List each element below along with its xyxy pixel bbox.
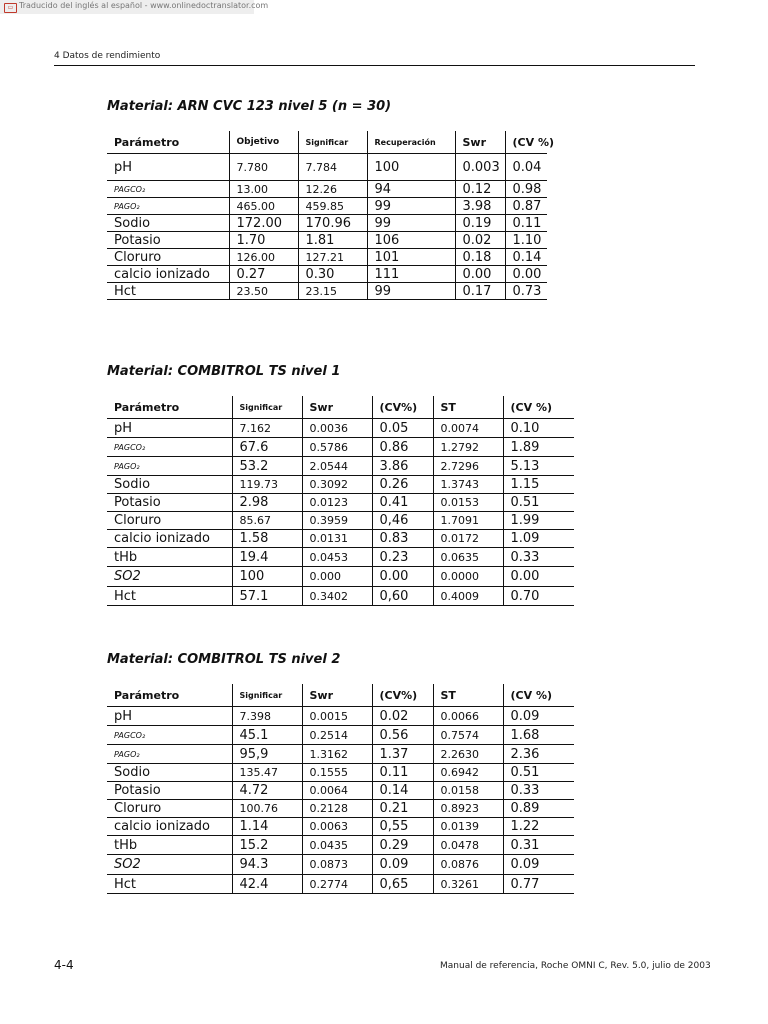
- table-row: [107, 154, 547, 181]
- value-cell: 0.18: [455, 249, 505, 266]
- table-row: [107, 249, 547, 266]
- value-cell: 170.96: [298, 215, 367, 232]
- value-cell: 0.0158: [433, 782, 503, 800]
- value-cell: 100: [232, 567, 302, 587]
- value-cell: 0.09: [372, 855, 433, 875]
- table-row: [107, 818, 574, 836]
- table-row: [107, 215, 547, 232]
- value-cell: 0.0131: [302, 530, 372, 548]
- table-row: [107, 232, 547, 249]
- translation-banner-text: Traducido del inglés al español - www.onlinedoctranslator.com: [19, 1, 269, 10]
- table-row: [107, 283, 547, 300]
- value-cell: 0.30: [298, 266, 367, 283]
- value-cell: 2.98: [232, 494, 302, 512]
- value-cell: 7.398: [232, 707, 302, 726]
- value-cell: 0.98: [505, 181, 547, 198]
- parameter-cell: pH: [107, 707, 232, 726]
- value-cell: 3.98: [455, 198, 505, 215]
- value-cell: 0.0063: [302, 818, 372, 836]
- table-row: [107, 587, 574, 606]
- table-row: [107, 800, 574, 818]
- value-cell: 94.3: [232, 855, 302, 875]
- value-cell: 0,55: [372, 818, 433, 836]
- value-cell: 0,46: [372, 512, 433, 530]
- value-cell: 100.76: [232, 800, 302, 818]
- value-cell: 0.23: [372, 548, 433, 567]
- value-cell: 0.1555: [302, 764, 372, 782]
- value-cell: 1.68: [503, 726, 574, 745]
- column-header: Significar: [232, 684, 302, 707]
- table-row: [107, 855, 574, 875]
- column-header: Parámetro: [107, 131, 229, 154]
- value-cell: 45.1: [232, 726, 302, 745]
- value-cell: 0.87: [505, 198, 547, 215]
- value-cell: 0.2514: [302, 726, 372, 745]
- value-cell: 2.0544: [302, 457, 372, 476]
- value-cell: 0.00: [503, 567, 574, 587]
- table-row: [107, 548, 574, 567]
- value-cell: 0.14: [505, 249, 547, 266]
- value-cell: 23.15: [298, 283, 367, 300]
- parameter-cell: SO2: [107, 855, 232, 875]
- parameter-cell: calcio ionizado: [107, 530, 232, 548]
- parameter-cell: Potasio: [107, 782, 232, 800]
- performance-table-1: [107, 131, 554, 300]
- value-cell: 0.26: [372, 476, 433, 494]
- value-cell: 0.17: [455, 283, 505, 300]
- value-cell: 0,65: [372, 875, 433, 894]
- column-header: (CV %): [503, 396, 574, 419]
- value-cell: 0.0064: [302, 782, 372, 800]
- translator-logo-icon: ▭: [4, 3, 17, 13]
- value-cell: 0.3092: [302, 476, 372, 494]
- value-cell: 99: [367, 215, 455, 232]
- value-cell: 0.89: [503, 800, 574, 818]
- parameter-cell: pH: [107, 419, 232, 438]
- value-cell: 111: [367, 266, 455, 283]
- value-cell: 126.00: [229, 249, 298, 266]
- value-cell: 67.6: [232, 438, 302, 457]
- value-cell: 95,9: [232, 745, 302, 764]
- value-cell: 0.29: [372, 836, 433, 855]
- parameter-cell: calcio ionizado: [107, 818, 232, 836]
- value-cell: 1.7091: [433, 512, 503, 530]
- page-number: 4-4: [54, 958, 74, 972]
- value-cell: 0.0015: [302, 707, 372, 726]
- value-cell: 2.36: [503, 745, 574, 764]
- parameter-cell: Hct: [107, 283, 229, 300]
- value-cell: 0.19: [455, 215, 505, 232]
- parameter-cell: tHb: [107, 836, 232, 855]
- value-cell: 0.00: [372, 567, 433, 587]
- column-header: (CV%): [372, 684, 433, 707]
- value-cell: 99: [367, 198, 455, 215]
- table-row: [107, 745, 574, 764]
- header-divider: [54, 65, 695, 66]
- value-cell: 15.2: [232, 836, 302, 855]
- column-header: ST: [433, 684, 503, 707]
- footer-reference: Manual de referencia, Roche OMNI C, Rev. 5.0, julio de 2003: [440, 961, 711, 971]
- value-cell: 135.47: [232, 764, 302, 782]
- column-header: Objetivo: [229, 131, 298, 154]
- parameter-cell: PAGO₂: [107, 745, 232, 764]
- value-cell: 0.3959: [302, 512, 372, 530]
- table-row: [107, 875, 574, 894]
- value-cell: 5.13: [503, 457, 574, 476]
- value-cell: 94: [367, 181, 455, 198]
- parameter-cell: calcio ionizado: [107, 266, 229, 283]
- value-cell: 1.2792: [433, 438, 503, 457]
- value-cell: 1.89: [503, 438, 574, 457]
- value-cell: 0.0074: [433, 419, 503, 438]
- value-cell: 0.02: [372, 707, 433, 726]
- column-header: (CV%): [372, 396, 433, 419]
- value-cell: 1.15: [503, 476, 574, 494]
- table-header-row: [107, 684, 574, 707]
- column-header: Recuperación: [367, 131, 455, 154]
- value-cell: 0.10: [503, 419, 574, 438]
- table-header-row: [107, 131, 547, 154]
- value-cell: 0.4009: [433, 587, 503, 606]
- parameter-cell: PAGCO₂: [107, 181, 229, 198]
- value-cell: 0.09: [503, 707, 574, 726]
- value-cell: 0.0478: [433, 836, 503, 855]
- table-row: [107, 782, 574, 800]
- value-cell: 0.0873: [302, 855, 372, 875]
- parameter-cell: SO2: [107, 567, 232, 587]
- column-header: Parámetro: [107, 396, 232, 419]
- value-cell: 0.2774: [302, 875, 372, 894]
- value-cell: 0.0453: [302, 548, 372, 567]
- value-cell: 0.86: [372, 438, 433, 457]
- table-row: [107, 836, 574, 855]
- value-cell: 172.00: [229, 215, 298, 232]
- value-cell: 0.000: [302, 567, 372, 587]
- translation-banner[interactable]: [0, 0, 269, 14]
- value-cell: 0.83: [372, 530, 433, 548]
- value-cell: 0.2128: [302, 800, 372, 818]
- value-cell: 0.00: [505, 266, 547, 283]
- value-cell: 1.3162: [302, 745, 372, 764]
- column-header: (CV %): [503, 684, 574, 707]
- table-header-row: [107, 396, 574, 419]
- value-cell: 0.11: [372, 764, 433, 782]
- value-cell: 0.0000: [433, 567, 503, 587]
- table-row: [107, 476, 574, 494]
- value-cell: 101: [367, 249, 455, 266]
- value-cell: 0.70: [503, 587, 574, 606]
- value-cell: 0.51: [503, 764, 574, 782]
- section-title-2: Material: COMBITROL TS nivel 1: [107, 364, 341, 379]
- value-cell: 0.0066: [433, 707, 503, 726]
- value-cell: 2.7296: [433, 457, 503, 476]
- parameter-cell: Cloruro: [107, 800, 232, 818]
- value-cell: 1.70: [229, 232, 298, 249]
- value-cell: 0.003: [455, 154, 505, 181]
- value-cell: 1.14: [232, 818, 302, 836]
- value-cell: 0.11: [505, 215, 547, 232]
- value-cell: 106: [367, 232, 455, 249]
- value-cell: 0.41: [372, 494, 433, 512]
- value-cell: 0.3261: [433, 875, 503, 894]
- parameter-cell: PAGO₂: [107, 457, 232, 476]
- value-cell: 459.85: [298, 198, 367, 215]
- parameter-cell: tHb: [107, 548, 232, 567]
- value-cell: 0.04: [505, 154, 547, 181]
- table-row: [107, 419, 574, 438]
- value-cell: 0.77: [503, 875, 574, 894]
- parameter-cell: Sodio: [107, 215, 229, 232]
- table-row: [107, 707, 574, 726]
- column-header: Swr: [302, 684, 372, 707]
- value-cell: 19.4: [232, 548, 302, 567]
- value-cell: 4.72: [232, 782, 302, 800]
- value-cell: 0.0036: [302, 419, 372, 438]
- value-cell: 0.6942: [433, 764, 503, 782]
- performance-table-3: [107, 684, 574, 894]
- parameter-cell: Sodio: [107, 764, 232, 782]
- parameter-cell: Cloruro: [107, 249, 229, 266]
- table-row: [107, 457, 574, 476]
- table-row: [107, 530, 574, 548]
- section-title-3: Material: COMBITROL TS nivel 2: [107, 652, 341, 667]
- value-cell: 0.7574: [433, 726, 503, 745]
- parameter-cell: Hct: [107, 875, 232, 894]
- value-cell: 1.3743: [433, 476, 503, 494]
- value-cell: 0.56: [372, 726, 433, 745]
- table-row: [107, 567, 574, 587]
- value-cell: 100: [367, 154, 455, 181]
- table-row: [107, 438, 574, 457]
- column-header: Parámetro: [107, 684, 232, 707]
- column-header: ST: [433, 396, 503, 419]
- value-cell: 127.21: [298, 249, 367, 266]
- value-cell: 0,60: [372, 587, 433, 606]
- value-cell: 2.2630: [433, 745, 503, 764]
- value-cell: 119.73: [232, 476, 302, 494]
- value-cell: 3.86: [372, 457, 433, 476]
- value-cell: 0.21: [372, 800, 433, 818]
- parameter-cell: PAGO₂: [107, 198, 229, 215]
- value-cell: 0.12: [455, 181, 505, 198]
- value-cell: 0.5786: [302, 438, 372, 457]
- value-cell: 1.99: [503, 512, 574, 530]
- value-cell: 0.3402: [302, 587, 372, 606]
- section-title-1: Material: ARN CVC 123 nivel 5 (n = 30): [107, 99, 392, 114]
- value-cell: 1.37: [372, 745, 433, 764]
- value-cell: 0.00: [455, 266, 505, 283]
- value-cell: 0.02: [455, 232, 505, 249]
- value-cell: 0.0172: [433, 530, 503, 548]
- value-cell: 0.33: [503, 548, 574, 567]
- value-cell: 85.67: [232, 512, 302, 530]
- value-cell: 0.0435: [302, 836, 372, 855]
- table-row: [107, 494, 574, 512]
- value-cell: 1.22: [503, 818, 574, 836]
- value-cell: 1.58: [232, 530, 302, 548]
- value-cell: 23.50: [229, 283, 298, 300]
- parameter-cell: Hct: [107, 587, 232, 606]
- value-cell: 0.31: [503, 836, 574, 855]
- value-cell: 0.27: [229, 266, 298, 283]
- parameter-cell: Potasio: [107, 494, 232, 512]
- parameter-cell: Potasio: [107, 232, 229, 249]
- value-cell: 0.0153: [433, 494, 503, 512]
- value-cell: 0.51: [503, 494, 574, 512]
- value-cell: 0.0876: [433, 855, 503, 875]
- table-row: [107, 198, 547, 215]
- value-cell: 0.0123: [302, 494, 372, 512]
- value-cell: 465.00: [229, 198, 298, 215]
- value-cell: 53.2: [232, 457, 302, 476]
- table-row: [107, 512, 574, 530]
- value-cell: 7.784: [298, 154, 367, 181]
- table-row: [107, 266, 547, 283]
- value-cell: 0.14: [372, 782, 433, 800]
- parameter-cell: pH: [107, 154, 229, 181]
- parameter-cell: PAGCO₂: [107, 438, 232, 457]
- column-header: Significar: [232, 396, 302, 419]
- column-header: Swr: [302, 396, 372, 419]
- value-cell: 0.09: [503, 855, 574, 875]
- value-cell: 7.162: [232, 419, 302, 438]
- value-cell: 57.1: [232, 587, 302, 606]
- page-header: 4 Datos de rendimiento: [54, 51, 161, 61]
- value-cell: 0.73: [505, 283, 547, 300]
- parameter-cell: Sodio: [107, 476, 232, 494]
- column-header: Significar: [298, 131, 367, 154]
- column-header: (CV %): [505, 131, 547, 154]
- value-cell: 1.81: [298, 232, 367, 249]
- table-row: [107, 726, 574, 745]
- value-cell: 0.05: [372, 419, 433, 438]
- value-cell: 13.00: [229, 181, 298, 198]
- parameter-cell: Cloruro: [107, 512, 232, 530]
- value-cell: 0.0635: [433, 548, 503, 567]
- value-cell: 42.4: [232, 875, 302, 894]
- column-header: Swr: [455, 131, 505, 154]
- table-row: [107, 764, 574, 782]
- performance-table-2: [107, 396, 574, 606]
- value-cell: 7.780: [229, 154, 298, 181]
- value-cell: 1.09: [503, 530, 574, 548]
- parameter-cell: PAGCO₂: [107, 726, 232, 745]
- table-row: [107, 181, 547, 198]
- value-cell: 12.26: [298, 181, 367, 198]
- value-cell: 99: [367, 283, 455, 300]
- value-cell: 0.0139: [433, 818, 503, 836]
- value-cell: 1.10: [505, 232, 547, 249]
- value-cell: 0.33: [503, 782, 574, 800]
- value-cell: 0.8923: [433, 800, 503, 818]
